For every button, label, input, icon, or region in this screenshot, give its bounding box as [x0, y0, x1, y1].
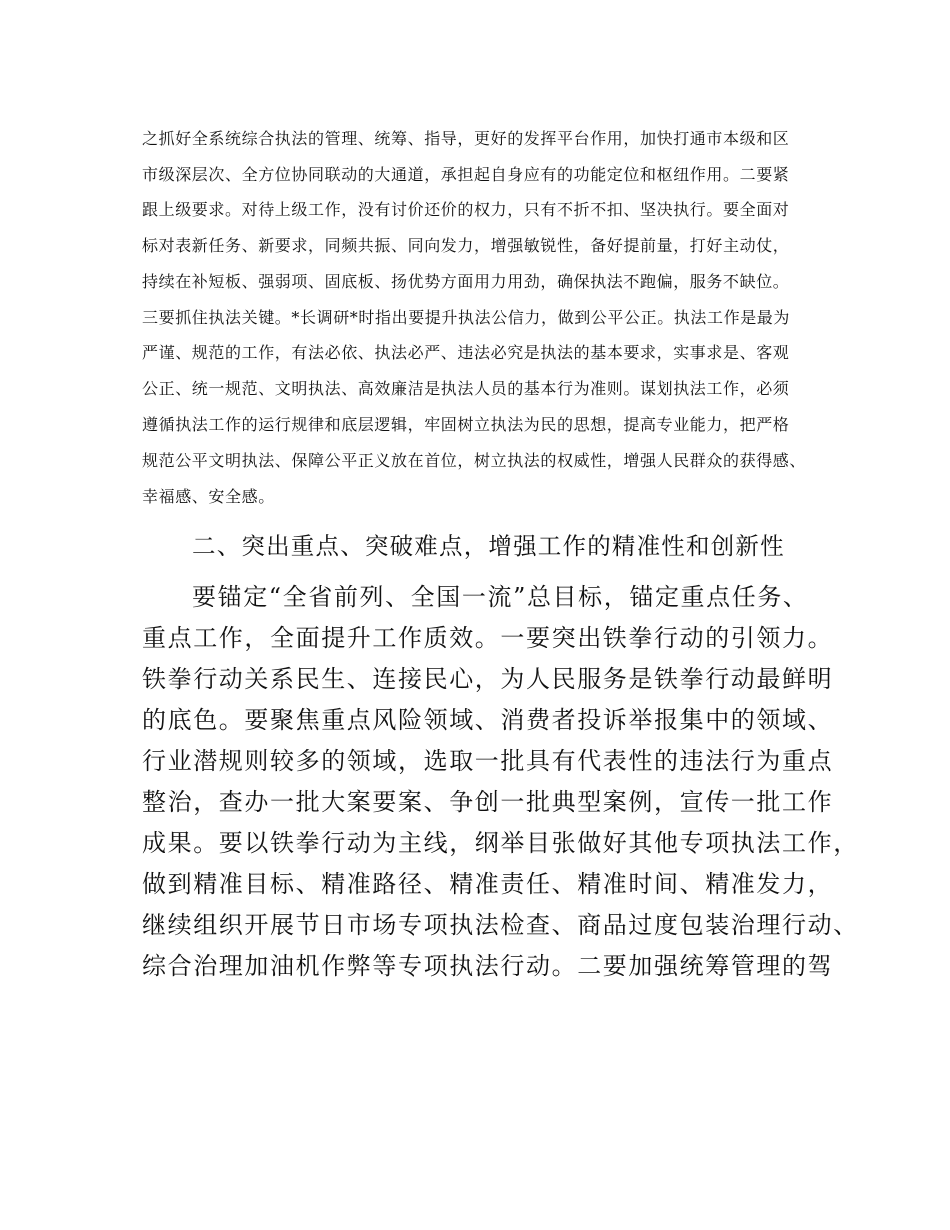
paragraph-line: 要锚定“全省前列、全国一流”总目标，锚定重点任务、	[192, 583, 809, 611]
paragraph-line: 整治，查办一批大案要案、争创一批典型案例，宣传一批工作	[142, 788, 834, 816]
paragraph-line: 跟上级要求。对待上级工作，没有讨价还价的权力，只有不折不扣、坚决执行。要全面对	[142, 200, 790, 219]
paragraph-line: 做到精准目标、精准路径、精准责任、精准时间、精准发力，	[142, 870, 834, 898]
paragraph-line: 遵循执法工作的运行规律和底层逻辑，牢固树立执法为民的思想，提高专业能力，把严格	[142, 415, 790, 434]
paragraph-line: 严谨、规范的工作，有法必依、执法必严、违法必究是执法的基本要求，实事求是、客观	[142, 343, 790, 362]
paragraph-line: 铁拳行动关系民生、连接民心，为人民服务是铁拳行动最鲜明	[142, 665, 834, 693]
paragraph-line: 规范公平文明执法、保障公平正义放在首位，树立执法的权威性，增强人民群众的获得感、	[142, 451, 807, 470]
paragraph-line: 持续在补短板、强弱项、固底板、扬优势方面用力用劲，确保执法不跑偏，服务不缺位。	[142, 272, 790, 291]
paragraph-line: 的底色。要聚焦重点风险领域、消费者投诉举报集中的领域、	[142, 706, 834, 734]
paragraph-line: 继续组织开展节日市场专项执法检查、商品过度包装治理行动、	[142, 911, 859, 939]
paragraph-line: 市级深层次、全方位协同联动的大通道，承担起自身应有的功能定位和枢纽作用。二要紧	[142, 165, 790, 184]
paragraph-line: 公正、统一规范、文明执法、高效廉洁是执法人员的基本行为准则。谋划执法工作，必须	[142, 379, 790, 398]
paragraph-line: 之抓好全系统综合执法的管理、统筹、指导，更好的发挥平台作用，加快打通市本级和区	[142, 129, 790, 148]
paragraph-line: 综合治理加油机作弊等专项执法行动。二要加强统筹管理的驾	[142, 952, 834, 980]
paragraph-line: 幸福感、安全感。	[142, 487, 275, 506]
section-heading: 二、突出重点、突破难点，增强工作的精准性和创新性	[192, 532, 785, 560]
paragraph-line: 成果。要以铁拳行动为主线，纲举目张做好其他专项执法工作，	[142, 829, 859, 857]
paragraph-line: 重点工作，全面提升工作质效。一要突出铁拳行动的引领力。	[142, 624, 834, 652]
paragraph-line: 行业潜规则较多的领域，选取一批具有代表性的违法行为重点	[142, 747, 834, 775]
paragraph-line: 标对表新任务、新要求，同频共振、同向发力，增强敏锐性，备好提前量，打好主动仗，	[142, 236, 790, 255]
paragraph-line: 三要抓住执法关键。*长调研*时指出要提升执法公信力，做到公平公正。执法工作是最为	[142, 308, 791, 327]
